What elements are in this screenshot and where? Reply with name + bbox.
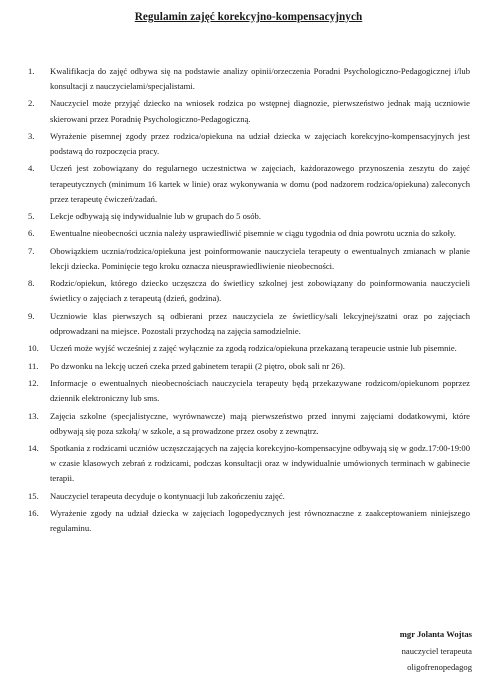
rule-item [28, 129, 470, 159]
rule-text: Obowiązkiem ucznia/rodzica/opiekuna jest poinformowanie nauczyciela terapeuty o ewentualnych zmianach w planie lekcji dziecka. Pominięcie tego kroku oznacza nieusprawiedliwienie nieobecności. [50, 245, 470, 271]
signature-role: nauczyciel terapeuta [401, 645, 472, 656]
rule-item [28, 359, 470, 374]
rule-text: Kwalifikacja do zajęć odbywa się na podstawie analizy opinii/orzeczenia Poradni Psychologiczno-Pedagogicznej i/lub konsultacji z nauczycielami/specjalistami. [50, 66, 470, 92]
rule-number: 11. [28, 360, 39, 371]
rule-item [28, 276, 470, 306]
rule-text: Nauczyciel może przyjąć dziecko na wniosek rodzica po wstępnej diagnozie, pierwszeństwo jednak mają uczniowie skierowani przez Poradnię Psychologiczno-Pedagogiczną. [50, 98, 470, 124]
rule-text: Wyrażenie zgody na udział dziecka w zajęciach logopedycznych jest równoznaczne z zaakceptowaniem niniejszego regulaminu. [50, 507, 470, 534]
rule-item [28, 441, 470, 486]
signature-block [400, 626, 472, 676]
rule-number: 2. [28, 98, 35, 109]
rule-text: Lekcje odbywają się indywidualnie lub w grupach do 5 osób. [50, 211, 261, 222]
rule-item [28, 341, 470, 356]
rule-text: Uczeń jest zobowiązany do regularnego uczestnictwa w zajęciach, każdorazowego przynoszenia zeszytu do zajęć terapeutycznych (minimum 16 kartek w linie) oraz wykonywania w domu (pod nadzorem rodzica/opiekuna) zaleconych przez terapeutę ćwiczeń/zadań. [50, 163, 470, 204]
signature-specialty: oligofrenopedagog [407, 662, 472, 672]
rule-text: Rodzic/opiekun, którego dziecko uczęszcza do świetlicy szkolnej jest zobowiązany do poinformowania nauczycieli świetlicy o zajęciach z terapeutą (dzień, godzina). [50, 278, 470, 304]
rule-number: 7. [28, 245, 35, 256]
rule-text: Po dzwonku na lekcję uczeń czeka przed gabinetem terapii (2 piętro, obok sali nr 26). [50, 360, 345, 371]
rule-item [28, 506, 470, 536]
rule-number: 9. [28, 310, 35, 321]
rule-text: Zajęcia szkolne (specjalistyczne, wyrównawcze) mają pierwszeństwo przed innymi zajęciami dodatkowymi, które odbywają się poza szkołą/ w szkole, a są prowadzone przez osoby z zewnątrz. [50, 410, 470, 436]
rule-item [28, 96, 470, 126]
rule-number: 3. [28, 130, 35, 141]
rule-item [28, 409, 470, 439]
rule-item [28, 226, 470, 241]
rule-text: Spotkania z rodzicami uczniów uczęszczających na zajęcia korekcyjno-kompensacyjne odbywają się w godz.17:00-19:00 w czasie klasowych zebrań z rodzicami, podczas konsultacji oraz w indywidualnie umówionych terminach w gabinecie terapii. [50, 443, 470, 484]
rule-text: Informacje o ewentualnych nieobecnościach nauczyciela terapeuty będą przekazywane rodzicom/opiekunom poprzez dziennik elektroniczny lub sms. [50, 378, 470, 404]
rule-number: 12. [28, 378, 39, 389]
rule-number: 16. [28, 507, 39, 518]
rule-item [28, 161, 470, 206]
rule-text: Ewentualne nieobecności ucznia należy usprawiedliwić pisemnie w ciągu tygodnia od dnia powrotu ucznia do szkoły. [50, 228, 456, 239]
rule-number: 1. [28, 66, 35, 76]
rule-number: 8. [28, 278, 35, 289]
signature-name: mgr Jolanta Wojtas [399, 629, 472, 639]
rules-list [28, 64, 470, 538]
rule-item [28, 64, 470, 94]
rule-text: Uczniowie klas pierwszych są odbierani przez nauczyciela ze świetlicy/sali lekcyjnej/szatni oraz po zajęciach odprowadzani na miejsce. Pozostali przychodzą na zajęcia samodzielnie. [50, 310, 470, 336]
rule-item [28, 489, 470, 504]
rule-number: 10. [28, 343, 39, 354]
rule-text: Nauczyciel terapeuta decyduje o kontynuacji lub zakończeniu zajęć. [50, 490, 285, 501]
page-title: Regulamin zajęć korekcyjno-kompensacyjnych [134, 11, 363, 23]
rule-text: Uczeń może wyjść wcześniej z zajęć wyłącznie za zgodą rodzica/opiekuna przekazaną terapeucie ustnie lub pisemnie. [50, 343, 457, 354]
rule-number: 6. [28, 228, 35, 239]
rule-number: 15. [28, 490, 39, 501]
rule-item [28, 209, 470, 224]
rule-number: 14. [28, 443, 39, 454]
rule-text: Wyrażenie pisemnej zgody przez rodzica/opiekuna na udział dziecka w zajęciach korekcyjno-kompensacyjnych jest podstawą do rozpoczęcia pracy. [50, 130, 470, 157]
rule-number: 5. [28, 211, 35, 222]
rule-item [28, 309, 470, 339]
rule-number: 4. [28, 163, 35, 174]
rule-number: 13. [28, 410, 39, 421]
rule-item [28, 376, 470, 406]
rule-item [28, 244, 470, 274]
